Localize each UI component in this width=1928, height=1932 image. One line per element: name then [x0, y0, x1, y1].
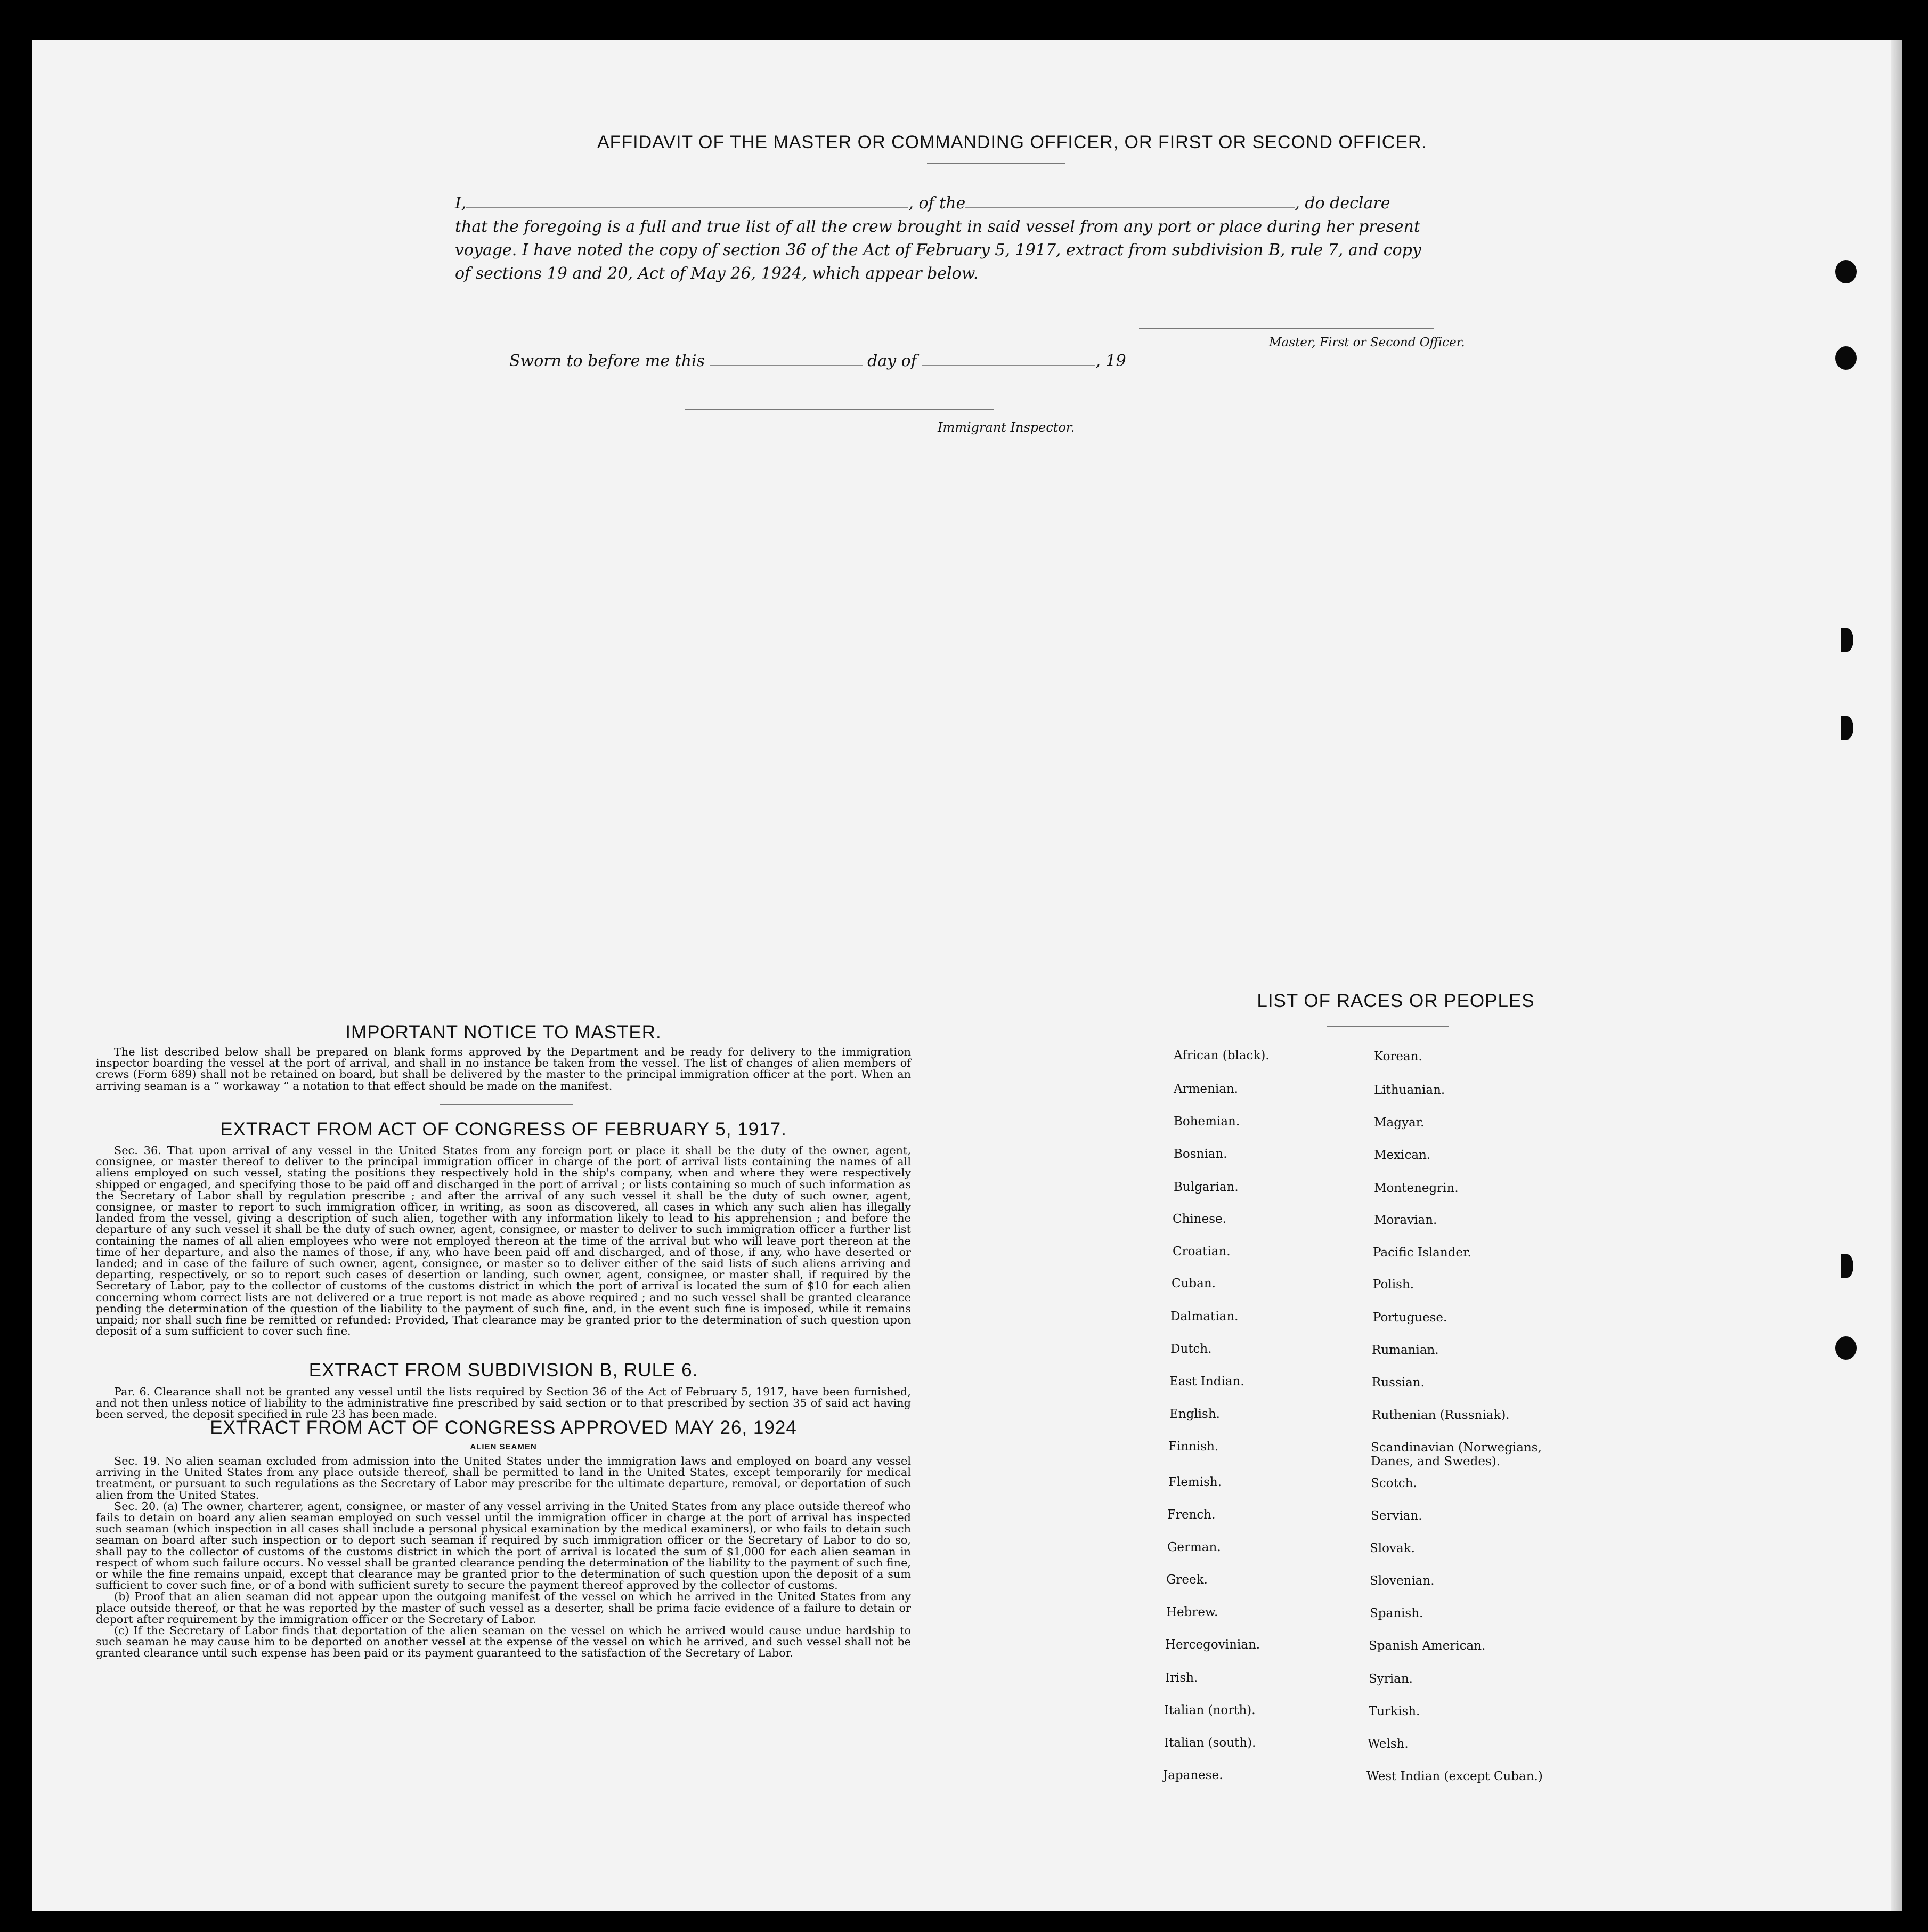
- race-item: German.: [1167, 1540, 1221, 1554]
- race-item: Hebrew.: [1166, 1605, 1218, 1619]
- affidavit-body: [455, 192, 1499, 286]
- race-item: Slovak.: [1370, 1541, 1415, 1555]
- affidavit-title: AFFIDAVIT OF THE MASTER OR COMMANDING OFFICER, OR FIRST OR SECOND OFFICER.: [597, 132, 1428, 152]
- affidavit-line-2: that the foregoing is a full and true list of all the crew brought in said vessel from any port or place during her present: [455, 217, 1420, 236]
- race-item: Chinese.: [1173, 1212, 1226, 1226]
- race-item: Croatian.: [1173, 1245, 1231, 1259]
- race-item: Servian.: [1371, 1509, 1422, 1523]
- race-item: Russian.: [1372, 1376, 1425, 1390]
- extract-1917-text: [96, 1145, 911, 1337]
- divider: [927, 163, 1065, 164]
- race-item: Armenian.: [1174, 1082, 1239, 1096]
- affidavit-line-3: voyage. I have noted the copy of section 36 of the Act of February 5, 1917, extract from subdivision B, rule 7, and copy: [455, 241, 1421, 259]
- race-item: Finnish.: [1168, 1440, 1219, 1454]
- race-item: Hercegovinian.: [1165, 1638, 1260, 1652]
- divider: [440, 1104, 573, 1105]
- of-the-label: , of the: [908, 194, 966, 213]
- race-item: Italian (north).: [1164, 1703, 1256, 1717]
- race-item: Dutch.: [1170, 1342, 1212, 1356]
- race-item: Bohemian.: [1174, 1115, 1240, 1129]
- extract-1917-title: EXTRACT FROM ACT OF CONGRESS OF FEBRUARY 5, 1917.: [220, 1119, 787, 1140]
- race-item: French.: [1167, 1508, 1216, 1522]
- race-item: Ruthenian (Russniak).: [1372, 1408, 1510, 1422]
- year-label: , 19: [1095, 352, 1126, 370]
- race-item: Scotch.: [1371, 1476, 1417, 1490]
- race-item: Flemish.: [1168, 1475, 1222, 1489]
- notice-text: [96, 1046, 911, 1092]
- race-item: African (black).: [1174, 1049, 1270, 1062]
- race-item: Spanish.: [1370, 1606, 1423, 1620]
- race-item: Lithuanian.: [1374, 1083, 1445, 1097]
- inspector-label: Immigrant Inspector.: [938, 420, 1075, 435]
- sec20a-paragraph: Sec. 20. (a) The owner, charterer, agent, consignee, or master of any vessel arriving in the United States from any place outside thereof who fails to detain on board any alien seaman employed on such vessel until the immigration officer in charge at the port of arrival has inspected such seaman (which inspection in all cases shall include a personal physical examination by the medical examiners), or who fails to detain such seaman on board after such inspection or to deport such seaman if required by such immigration officer or the Secretary of Labor to do so, shall pay to the collector of customs of the customs district in which the port of arrival is located the sum of $1,000 for each alien seaman in respect of whom such failure occurs. No vessel shall be granted clearance pending the determination of the liability to the payment of such fine, or while the fine remains unpaid, except that clearance may be granted prior to the determination of such question upon the deposit of a sum sufficient to cover such fine, or of a bond with sufficient surety to secure the payment thereof approved by the collector of customs.: [96, 1499, 911, 1592]
- sworn-line: [509, 352, 1126, 370]
- sec20c-paragraph: (c) If the Secretary of Labor finds that deportation of the alien seaman on the vessel on which he arrived would cause undue hardship to such seaman he may cause him to be deported on another vessel at the expense of the vessel on which he arrived, and such vessel shall not be granted clearance until such expense has been paid or its payment guaranteed to the satisfaction of the Secretary of Labor.: [96, 1624, 911, 1660]
- extract-1924-text: [96, 1456, 911, 1659]
- inspector-signature-line[interactable]: [685, 409, 994, 410]
- alien-seamen-subtitle: ALIEN SEAMEN: [470, 1442, 537, 1451]
- punch-hole: [1841, 716, 1853, 740]
- sworn-day-field[interactable]: [710, 365, 863, 366]
- race-item: Rumanian.: [1372, 1343, 1439, 1357]
- race-item: Welsh.: [1368, 1737, 1409, 1751]
- race-item: Japanese.: [1163, 1768, 1223, 1782]
- race-item: Turkish.: [1369, 1704, 1420, 1718]
- affidavit-i-label: I,: [455, 194, 467, 213]
- punch-hole: [1841, 628, 1853, 652]
- race-item: Cuban.: [1172, 1277, 1216, 1290]
- par6-paragraph: Par. 6. Clearance shall not be granted any vessel until the lists required by Section 36 of the Act of February 5, 1917, have been furnished, and not then unless notice of liability to the administrative fine prescribed by said section or to that prescribed by section 35 of said act having been served, the deposit specified in rule 23 has been made.: [96, 1385, 911, 1421]
- race-item: Magyar.: [1374, 1116, 1425, 1130]
- race-item: Pacific Islander.: [1373, 1246, 1471, 1260]
- race-item: Dalmatian.: [1170, 1310, 1239, 1324]
- extract-1924-title: EXTRACT FROM ACT OF CONGRESS APPROVED MAY 26, 1924: [210, 1417, 797, 1438]
- race-item: Moravian.: [1374, 1213, 1437, 1227]
- races-title: LIST OF RACES OR PEOPLES: [1257, 991, 1535, 1011]
- do-declare-label: , do declare: [1295, 194, 1390, 213]
- race-item: Irish.: [1165, 1671, 1198, 1685]
- race-item: Mexican.: [1374, 1148, 1431, 1162]
- sec19-paragraph: Sec. 19. No alien seaman excluded from admission into the United States under the immigration laws and employed on board any vessel arriving in the United States from any place outside thereof, shall be permitted to land in the United States, except temporarily for medical treatment, or pursuant to such regulations as the Secretary of Labor may prescribe for the ultimate departure, removal, or deportation of such alien from the United States.: [96, 1455, 911, 1501]
- race-item: East Indian.: [1169, 1375, 1244, 1389]
- affidavit-line-4: of sections 19 and 20, Act of May 26, 1924, which appear below.: [455, 264, 979, 283]
- sworn-month-field[interactable]: [922, 365, 1095, 366]
- race-item: West Indian (except Cuban.): [1366, 1769, 1543, 1783]
- race-item: Syrian.: [1369, 1672, 1413, 1686]
- punch-hole: [1835, 346, 1857, 370]
- master-signature-line[interactable]: [1139, 328, 1434, 329]
- sec36-paragraph: Sec. 36. That upon arrival of any vessel in the United States from any foreign port or place it shall be the duty of the owner, agent, consignee, or master thereof to deliver to the principal immigration officer in charge of the port of arrival lists containing the names of all aliens employed on such vessel, stating the positions they respectively hold in the ship's company, when and where they were respectively shipped or engaged, and specifying those to be paid off and discharged in the port of arrival ; or lists containing so much of such information as the Secretary of Labor shall by regulation prescribe ; and after the arrival of any such vessel it shall be the duty of such owner, agent, consignee, or master to report to such immigration officer, in writing, as soon as discovered, all cases in which any such alien has illegally landed from the vessel, giving a description of such alien, together with any information likely to lead to his apprehension ; and before the departure of any such vessel it shall be the duty of such owner, agent, consignee, or master to deliver to such immigration officer a further list containing the names of all alien employees who were not employed thereon at the time of the arrival but who will leave port thereon at the time of her departure, and also the names of those, if any, who have been paid off and discharged, and of those, if any, who have deserted or landed; and in case of the failure of such owner, agent, consignee, or master so to deliver either of the said lists of such aliens arriving and departing, respectively, or so to report such cases of desertion or landing, such owner, agent, consignee, or master shall, if required by the Secretary of Labor, pay to the collector of customs of the customs district in which the port of arrival is located the sum of $10 for each alien concerning whom correct lists are not delivered or a true report is not made as above required ; and no such vessel shall be granted clearance pending the determination of the question of the liability to the payment of such fine, and, in the event such fine is imposed, while it remains unpaid; nor shall such fine be remitted or refunded: Provided, That clearance may be granted prior to the determination of such question upon deposit of a sum sufficient to cover such fine.: [96, 1144, 911, 1338]
- race-item: Italian (south).: [1164, 1736, 1256, 1750]
- race-item: Spanish American.: [1369, 1639, 1486, 1653]
- race-item: Bulgarian.: [1174, 1180, 1239, 1194]
- notice-title: IMPORTANT NOTICE TO MASTER.: [345, 1022, 662, 1043]
- master-signature-label: Master, First or Second Officer.: [1269, 336, 1465, 350]
- race-item: Korean.: [1374, 1050, 1422, 1064]
- document-sheet: [32, 40, 1902, 1911]
- race-item: English.: [1169, 1407, 1220, 1421]
- race-item: Slovenian.: [1370, 1574, 1435, 1588]
- sheet-edge: [1891, 40, 1902, 1911]
- day-of-label: day of: [867, 352, 917, 370]
- race-item: Portuguese.: [1373, 1311, 1447, 1325]
- notice-paragraph: The list described below shall be prepared on blank forms approved by the Department and be ready for delivery to the immigration inspector boarding the vessel at the port of arrival, and shall in no instance be taken from the vessel. The list of changes of alien members of crews (Form 689) shall not be retained on board, but shall be delivered by the master to the principal immigration officer at the port. When an arriving seaman is a “ workaway ” a notation to that effect should be made on the manifest.: [96, 1045, 911, 1092]
- punch-hole: [1835, 1336, 1857, 1360]
- affidavit-line-1: [455, 192, 1499, 215]
- divider: [1327, 1026, 1449, 1027]
- race-item: Polish.: [1373, 1278, 1414, 1292]
- race-item: Montenegrin.: [1374, 1181, 1459, 1195]
- sec20b-paragraph: (b) Proof that an alien seaman did not appear upon the outgoing manifest of the vessel on which he arrived in the United States from any place outside thereof, or that he was reported by the master of such vessel as a deserter, shall be prima facie evidence of a failure to detain or deport after requirement by the immigration officer or the Secretary of Labor.: [96, 1590, 911, 1626]
- race-item: Bosnian.: [1174, 1147, 1227, 1161]
- race-item: Greek.: [1166, 1573, 1208, 1587]
- rule6-text: [96, 1386, 911, 1420]
- vessel-name-field[interactable]: [965, 207, 1295, 208]
- race-item: Scandinavian (Norwegians, Danes, and Swedes).: [1371, 1441, 1542, 1468]
- punch-hole: [1841, 1254, 1853, 1278]
- punch-hole: [1835, 260, 1857, 283]
- declarant-name-field[interactable]: [466, 207, 908, 208]
- sworn-label: Sworn to before me this: [509, 352, 705, 370]
- rule6-title: EXTRACT FROM SUBDIVISION B, RULE 6.: [308, 1360, 698, 1381]
